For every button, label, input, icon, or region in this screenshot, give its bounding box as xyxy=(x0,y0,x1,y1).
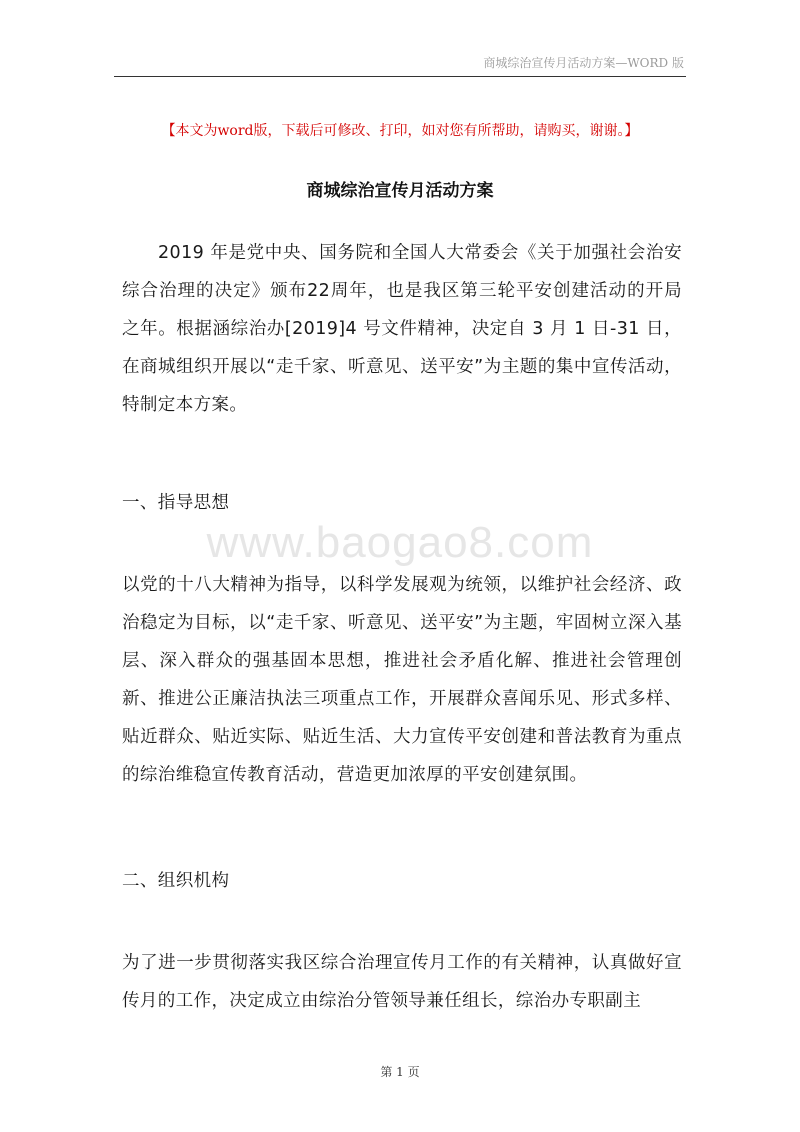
purchase-notice: 【本文为word版，下载后可修改、打印，如对您有所帮助，请购买，谢谢。】 xyxy=(161,123,639,139)
section-body-guiding-ideology: 以党的十八大精神为指导，以科学发展观为统领，以维护社会经济、政治稳定为目标，以“走千家、听意见、送平安”为主题，牢固树立深入基层、深入群众的强基固本思想，推进社会矛盾化解、推进社会管理创新、推进公正廉洁执法三项重点工作，开展群众喜闻乐见、形式多样、贴近群众、贴近实际、贴近生活、大力宣传平安创建和普法教育为重点的综治维稳宣传教育活动，营造更加浓厚的平安创建氛围。 xyxy=(122,575,682,785)
section-heading-organization: 二、组织机构 xyxy=(122,871,230,891)
page-number: 第 1 页 xyxy=(380,1065,420,1079)
intro-paragraph: 2019 年是党中央、国务院和全国人大常委会《关于加强社会治安综合治理的决定》颁布22周年，也是我区第三轮平安创建活动的开局之年。根据涵综治办[2019]4 号文件精神，决定自 3 月 1 日-31 日，在商城组织开展以“走千家、听意见、送平安”为主题的集中宣传活动，特制定本方案。 xyxy=(122,243,682,415)
document-title: 商城综治宣传月活动方案 xyxy=(306,181,494,201)
watermark: www.baogao8.com xyxy=(206,518,594,567)
header-divider xyxy=(114,76,686,77)
running-header: 商城综治宣传月活动方案—WORD 版 xyxy=(483,56,684,70)
section-heading-guiding-ideology: 一、指导思想 xyxy=(122,493,230,513)
section-body-organization: 为了进一步贯彻落实我区综合治理宣传月工作的有关精神，认真做好宣传月的工作，决定成立由综治分管领导兼任组长，综治办专职副主 xyxy=(122,953,682,1011)
